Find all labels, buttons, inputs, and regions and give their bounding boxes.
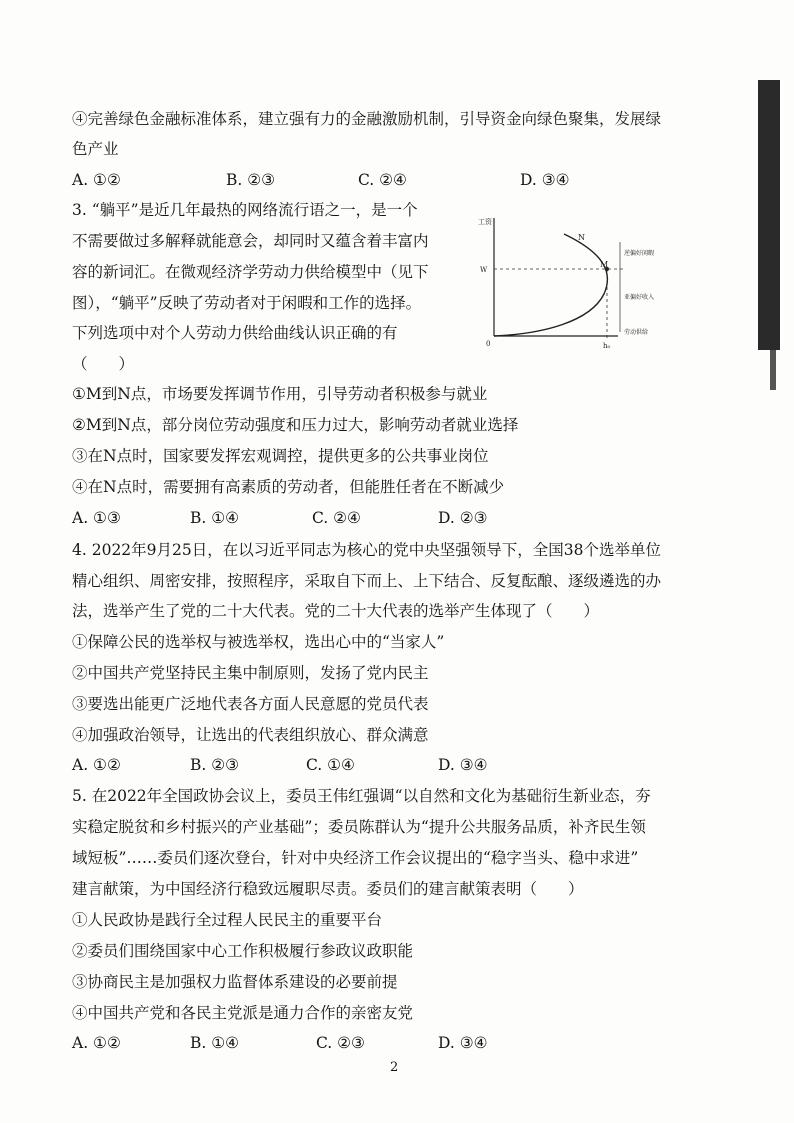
choice-a[interactable]: A. ①② xyxy=(72,1034,121,1052)
q3-stem-line-4: 图），“躺平”反映了劳动者对于闲暇和工作的选择。 xyxy=(72,294,422,312)
labor-supply-graph xyxy=(472,212,672,372)
w-label: W xyxy=(480,266,488,274)
choice-d[interactable]: D. ②③ xyxy=(438,509,488,527)
n-label: N xyxy=(578,233,585,242)
q4-item-4: ④加强政治领导，让选出的代表组织放心、群众满意 xyxy=(72,726,429,744)
q5-item-1: ①人民政协是践行全过程人民民主的重要平台 xyxy=(72,911,383,929)
choice-c[interactable]: C. ①④ xyxy=(306,756,355,774)
choice-c[interactable]: C. ②④ xyxy=(312,509,361,527)
q3-item-4: ④在N点时，需要拥有高素质的劳动者，但能胜任者在不断减少 xyxy=(72,478,505,496)
choice-b[interactable]: B. ②③ xyxy=(226,171,276,189)
right-label-1: 逆偏好闲暇 xyxy=(624,250,655,257)
q4-item-2: ②中国共产党坚持民主集中制原则，发扬了党内民主 xyxy=(72,664,429,682)
q3-item-1: ①M到N点，市场要发挥调节作用，引导劳动者积极参与就业 xyxy=(72,385,488,403)
q3-stem-line-2: 不需要做过多解释就能意会，却同时又蕴含着丰富内 xyxy=(72,232,429,250)
choice-a[interactable]: A. ①② xyxy=(72,756,121,774)
scan-edge-bar xyxy=(758,80,780,350)
q3-stem-line-5: 下列选项中对个人劳动力供给曲线认识正确的有 xyxy=(72,324,398,342)
q4-stem-line-3: 法，选举产生了党的二十大代表。党的二十大代表的选举产生体现了（ ） xyxy=(72,602,600,620)
page-number: 2 xyxy=(390,1060,399,1075)
q4-item-1: ①保障公民的选举权与被选举权，选出心中的“当家人” xyxy=(72,633,445,651)
q4-stem-line-1: 4. 2022年9月25日，在以习近平同志为核心的党中央坚强领导下，全国38个选举单位 xyxy=(72,541,661,559)
y-axis-label: 工资 xyxy=(478,218,492,226)
q2-item-4-cont: 色产业 xyxy=(72,140,119,158)
q3-stem-line-3: 容的新词汇。在微观经济学劳动力供给模型中（见下 xyxy=(72,263,429,281)
choice-b[interactable]: B. ②③ xyxy=(190,756,240,774)
choice-c[interactable]: C. ②④ xyxy=(358,171,407,189)
right-label-3: 劳动供给 xyxy=(624,329,649,336)
choice-b[interactable]: B. ①④ xyxy=(190,1034,240,1052)
q4-stem-line-2: 精心组织、周密安排，按照程序，采取自下而上、上下结合、反复酝酿、逐级遴选的办 xyxy=(72,572,662,590)
q3-item-3: ③在N点时，国家要发挥宏观调控，提供更多的公共事业岗位 xyxy=(72,447,489,465)
choice-a[interactable]: A. ①② xyxy=(72,171,121,189)
q5-stem-line-2: 实稳定脱贫和乡村振兴的产业基础”；委员陈群认为“提升公共服务品质，补齐民生领 xyxy=(72,818,646,836)
right-label-2: 亚偏好收入 xyxy=(624,294,655,301)
supply-curve xyxy=(494,234,607,336)
choice-b[interactable]: B. ①④ xyxy=(190,509,240,527)
q5-stem-line-1: 5. 在2022年全国政协会议上，委员王伟红强调“以自然和文化为基础衍生新业态，夯 xyxy=(72,787,651,805)
q3-stem-line-1: 3. “躺平”是近几年最热的网络流行语之一，是一个 xyxy=(72,201,418,219)
choice-a[interactable]: A. ①③ xyxy=(72,509,121,527)
x-tick-label: h₀ xyxy=(603,342,611,350)
q3-answer-blank: （ ） xyxy=(72,355,135,373)
q2-item-4: ④完善绿色金融标准体系，建立强有力的金融激励机制，引导资金向绿色聚集，发展绿 xyxy=(72,110,662,128)
q5-stem-line-4: 建言献策，为中国经济行稳致远履职尽责。委员们的建言献策表明（ ） xyxy=(72,880,584,898)
choice-d[interactable]: D. ③④ xyxy=(520,171,570,189)
q5-stem-line-3: 域短板”……委员们逐次登台，针对中央经济工作会议提出的“稳字当头、稳中求进” xyxy=(72,849,639,867)
choice-c[interactable]: C. ②③ xyxy=(316,1034,365,1052)
q4-item-3: ③要选出能更广泛地代表各方面人民意愿的党员代表 xyxy=(72,695,429,713)
scan-edge-mark xyxy=(770,350,776,390)
choice-d[interactable]: D. ③④ xyxy=(438,1034,488,1052)
origin-label: 0 xyxy=(486,340,491,348)
q5-item-4: ④中国共产党和各民主党派是通力合作的亲密友党 xyxy=(72,1004,414,1022)
choice-d[interactable]: D. ③④ xyxy=(438,756,488,774)
q3-item-2: ②M到N点，部分岗位劳动强度和压力过大，影响劳动者就业选择 xyxy=(72,416,519,434)
q5-item-2: ②委员们围绕国家中心工作积极履行参政议政职能 xyxy=(72,942,414,960)
q5-item-3: ③协商民主是加强权力监督体系建设的必要前提 xyxy=(72,973,398,991)
m-label: M xyxy=(600,260,609,269)
